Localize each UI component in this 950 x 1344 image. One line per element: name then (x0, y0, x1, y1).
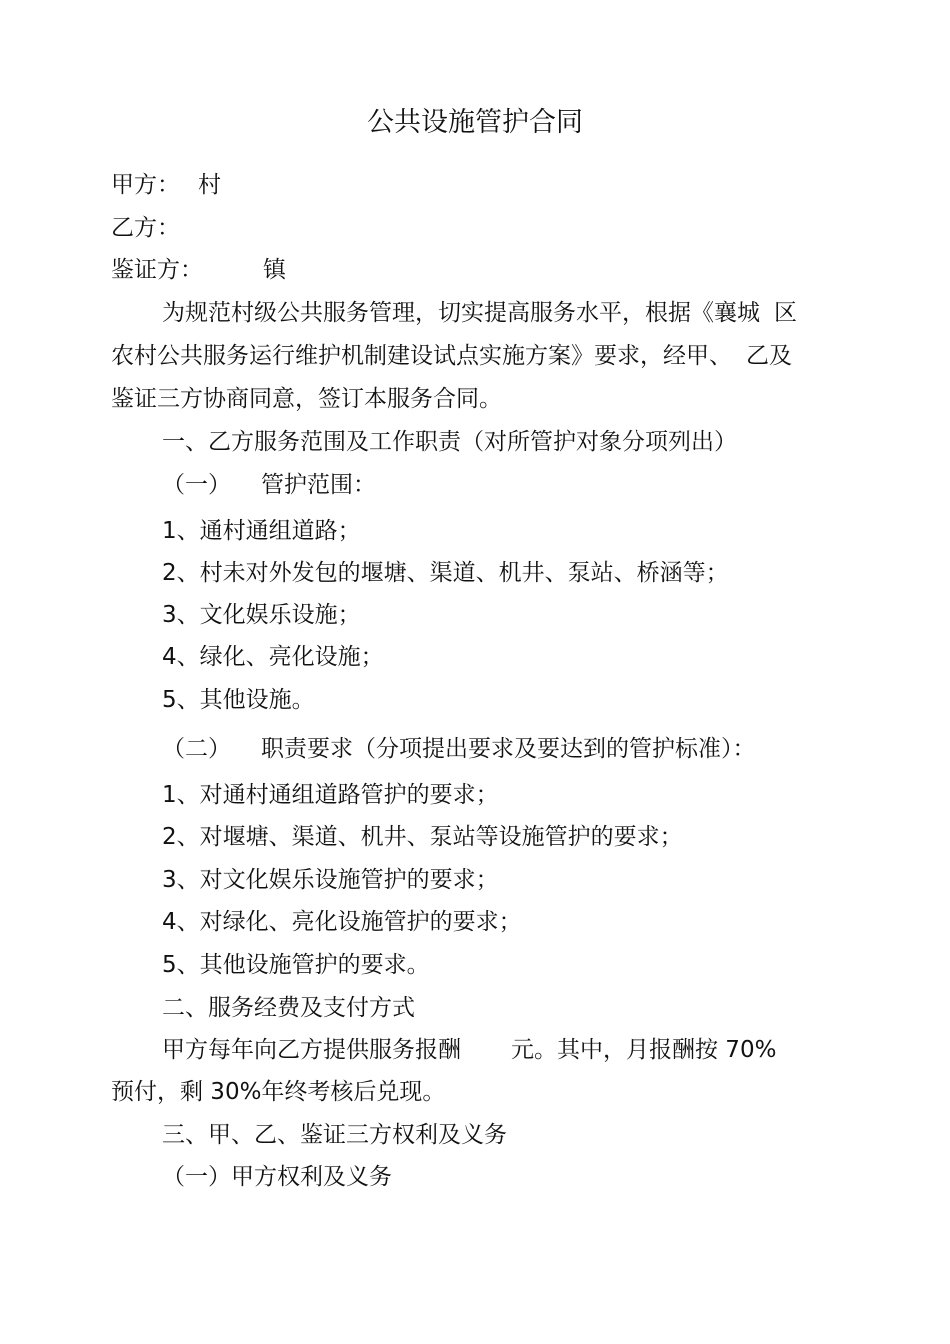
duty-item: 2、对堰塘、渠道、机井、泵站等设施管护的要求； (162, 824, 683, 850)
scope-item: 5、其他设施。 (162, 687, 315, 713)
document-title: 公共设施管护合同 (367, 107, 583, 138)
party-b-label: 乙方： (111, 215, 180, 241)
duty-item: 5、其他设施管护的要求。 (162, 952, 430, 978)
intro-text-2a: 农村公共服务运行维护机制建设试点实施方案》要求，经甲、 (111, 343, 732, 369)
scope-item: 3、文化娱乐设施； (162, 602, 361, 628)
payment-line-2: 预付，剩 30%年终考核后兑现。 (111, 1079, 446, 1105)
duty-label-index: （二） (162, 736, 231, 762)
scope-item: 2、村未对外发包的堰塘、渠道、机井、泵站、桥涵等； (162, 560, 729, 586)
scope-label-text: 管护范围： (261, 472, 376, 498)
duty-label-text: 职责要求（分项提出要求及要达到的管护标准）： (261, 736, 756, 762)
scope-label (162, 470, 376, 500)
duty-item: 4、对绿化、亮化设施管护的要求； (162, 909, 522, 935)
intro-text-2b: 乙及 (746, 343, 792, 369)
payment-line-1 (162, 1035, 776, 1065)
witness-value: 镇 (263, 257, 286, 283)
scope-item: 4、绿化、亮化设施； (162, 644, 384, 670)
intro-line-2 (111, 341, 792, 371)
party-b-line (111, 213, 180, 243)
section-1-heading: 一、乙方服务范围及工作职责（对所管护对象分项列出） (162, 429, 737, 455)
intro-line-1 (162, 298, 797, 328)
party-a-value: 村 (198, 172, 221, 198)
payment-text-1a: 甲方每年向乙方提供服务报酬 (162, 1037, 461, 1063)
section-2-heading: 二、服务经费及支付方式 (162, 995, 415, 1021)
payment-text-1b: 元。其中，月报酬按 70% (511, 1037, 777, 1063)
intro-line-3: 鉴证三方协商同意，签订本服务合同。 (111, 386, 502, 412)
witness-line (111, 255, 286, 285)
duty-label (162, 734, 756, 764)
duty-item: 3、对文化娱乐设施管护的要求； (162, 867, 499, 893)
scope-label-index: （一） (162, 472, 231, 498)
witness-label: 鉴证方： (111, 257, 203, 283)
party-a-label: 甲方： (111, 172, 180, 198)
intro-text-1a: 为规范村级公共服务管理，切实提高服务水平，根据《襄城 (162, 300, 760, 326)
party-a-line (111, 170, 221, 200)
duty-item: 1、对通村通组道路管护的要求； (162, 782, 499, 808)
section-3-heading: 三、甲、乙、鉴证三方权利及义务 (162, 1122, 507, 1148)
subsection-3-1-heading: （一）甲方权利及义务 (162, 1164, 392, 1190)
intro-text-1b: 区 (774, 300, 797, 326)
scope-item: 1、通村通组道路； (162, 518, 361, 544)
